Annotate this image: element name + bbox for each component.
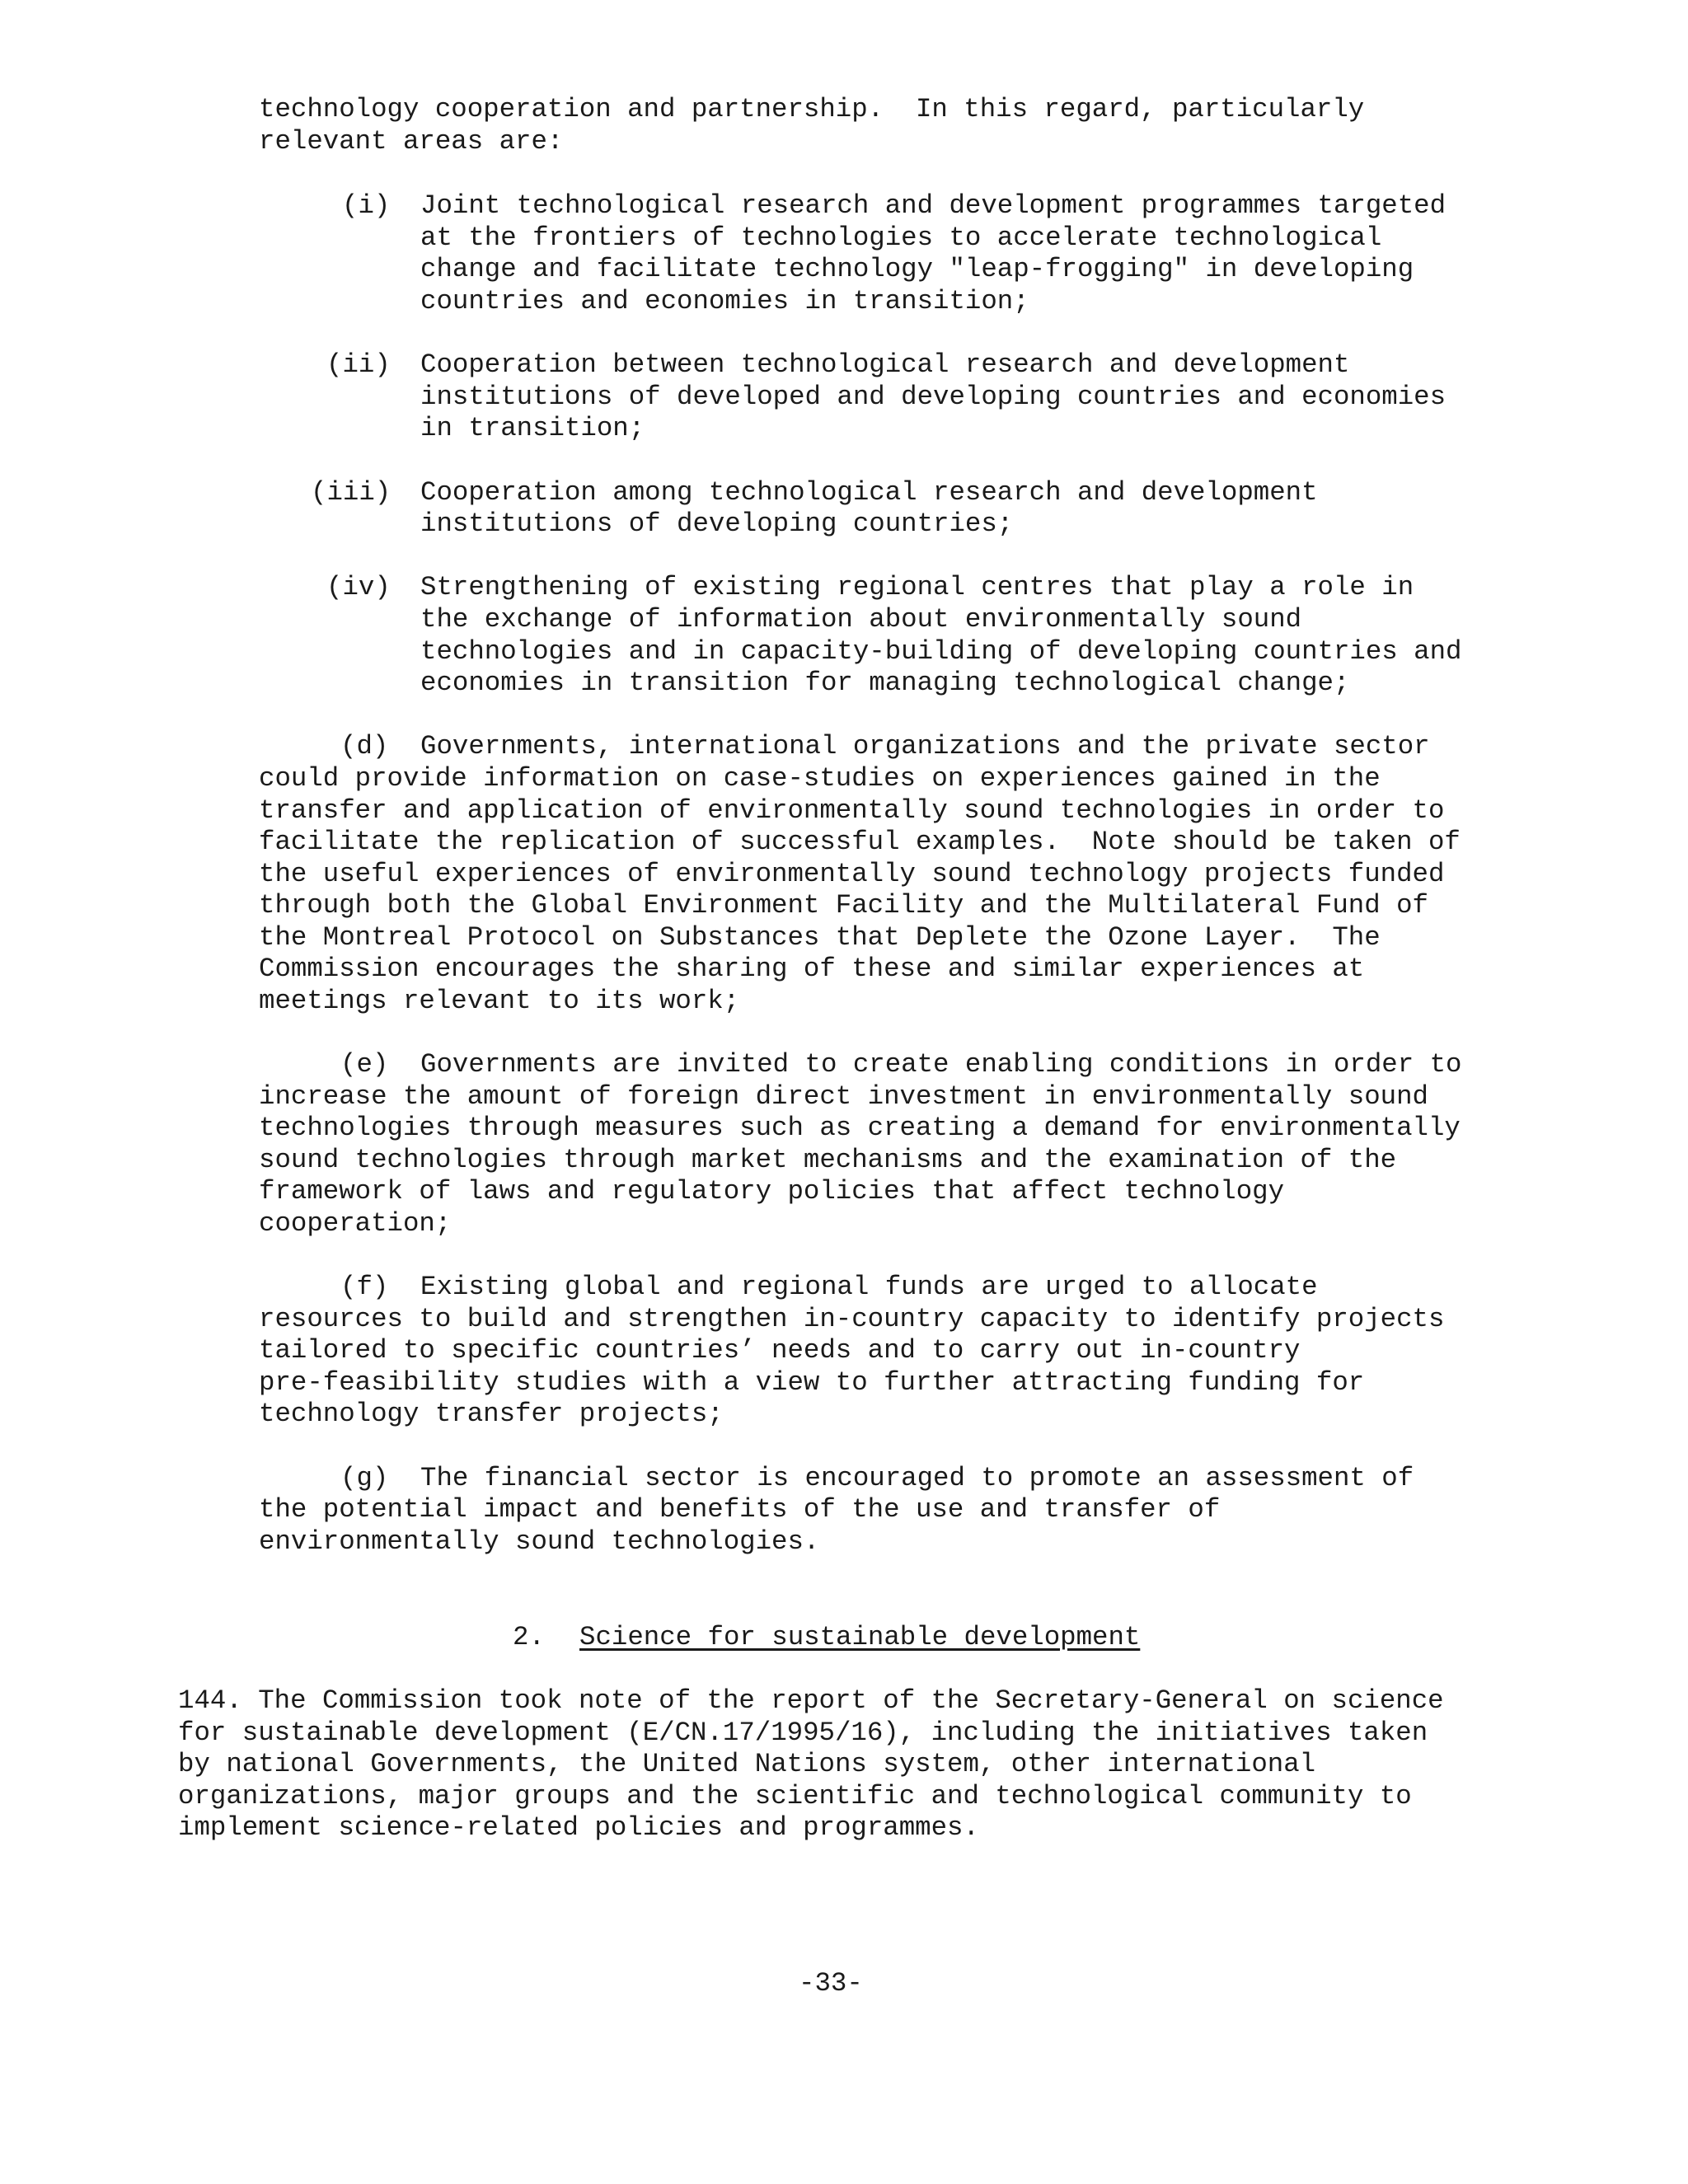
paragraph-144-line: implement science-related policies and programmes.	[178, 1812, 979, 1843]
paragraph-line: sound technologies through market mechanisms and the examination of the	[259, 1145, 1397, 1175]
subitem-marker: (iv)	[326, 572, 391, 602]
page-number: -33-	[799, 1968, 863, 1999]
paragraph-line: through both the Global Environment Facility and the Multilateral Fund of	[259, 890, 1428, 921]
paragraph-line: cooperation;	[259, 1208, 452, 1239]
paragraph-line: the useful experiences of environmentally sound technology projects funded	[259, 859, 1445, 889]
paragraph-line: meetings relevant to its work;	[259, 986, 740, 1016]
paragraph-line: Governments are invited to create enabling conditions in order to	[420, 1049, 1462, 1080]
paragraph-line: transfer and application of environmentally sound technologies in order to	[259, 795, 1445, 826]
paragraph-line: framework of laws and regulatory policies that affect technology	[259, 1176, 1285, 1207]
subitem-line: in transition;	[420, 413, 645, 443]
paragraph-marker: (d)	[340, 731, 389, 762]
paragraph-144-line: organizations, major groups and the scientific and technological community to	[178, 1781, 1412, 1811]
paragraph-marker: (g)	[340, 1463, 389, 1493]
subitem-line: change and facilitate technology "leap-frogging" in developing	[420, 254, 1414, 284]
subitem-line: institutions of developed and developing countries and economies	[420, 382, 1447, 412]
subitem-marker: (i)	[342, 190, 391, 221]
paragraph-line: technology transfer projects;	[259, 1399, 724, 1429]
paragraph-line: increase the amount of foreign direct investment in environmentally sound	[259, 1081, 1428, 1112]
subitem-line: Joint technological research and development programmes targeted	[420, 190, 1447, 221]
paragraph-line: could provide information on case-studies on experiences gained in the	[259, 763, 1381, 794]
paragraph-line: the potential impact and benefits of the use and transfer of	[259, 1494, 1221, 1525]
paragraph-144-line: 144. The Commission took note of the report of the Secretary-General on science	[178, 1685, 1444, 1716]
subitem-line: countries and economies in transition;	[420, 286, 1029, 316]
paragraph-144-line: by national Governments, the United Nations system, other international	[178, 1749, 1316, 1779]
subitem-line: institutions of developing countries;	[420, 509, 1014, 539]
intro-line: relevant areas are:	[259, 126, 564, 157]
subitem-marker: (ii)	[326, 349, 391, 380]
paragraph-line: The financial sector is encouraged to promote an assessment of	[420, 1463, 1414, 1493]
subitem-line: at the frontiers of technologies to accelerate technological	[420, 223, 1382, 253]
paragraph-marker: (e)	[340, 1049, 389, 1080]
subitem-line: economies in transition for managing technological change;	[420, 668, 1350, 698]
intro-line: technology cooperation and partnership. In this regard, particularly	[259, 94, 1365, 124]
paragraph-line: tailored to specific countries’ needs and to carry out in-country	[259, 1335, 1301, 1366]
subitem-line: the exchange of information about environmentally sound	[420, 604, 1302, 635]
paragraph-line: the Montreal Protocol on Substances that Deplete the Ozone Layer. The	[259, 922, 1381, 953]
paragraph-line: facilitate the replication of successful examples. Note should be taken of	[259, 827, 1461, 857]
paragraph-line: technologies through measures such as creating a demand for environmentally	[259, 1113, 1461, 1143]
section-number: 2.	[513, 1622, 545, 1652]
paragraph-marker: (f)	[340, 1272, 389, 1302]
paragraph-line: Existing global and regional funds are urged to allocate	[420, 1272, 1318, 1302]
paragraph-line: environmentally sound technologies.	[259, 1526, 820, 1557]
subitem-marker: (iii)	[311, 477, 392, 508]
paragraph-line: Governments, international organizations and the private sector	[420, 731, 1430, 762]
paragraph-line: resources to build and strengthen in-country capacity to identify projects	[259, 1304, 1445, 1334]
paragraph-line: Commission encourages the sharing of these and similar experiences at	[259, 954, 1365, 984]
section-title: Science for sustainable development	[579, 1622, 1141, 1652]
subitem-line: technologies and in capacity-building of developing countries and	[420, 636, 1462, 667]
paragraph-line: pre-feasibility studies with a view to further attracting funding for	[259, 1367, 1365, 1398]
subitem-line: Cooperation among technological research and development	[420, 477, 1318, 508]
subitem-line: Strengthening of existing regional centres that play a role in	[420, 572, 1414, 602]
paragraph-144-line: for sustainable development (E/CN.17/1995/16), including the initiatives taken	[178, 1718, 1428, 1748]
subitem-line: Cooperation between technological research and development	[420, 349, 1350, 380]
